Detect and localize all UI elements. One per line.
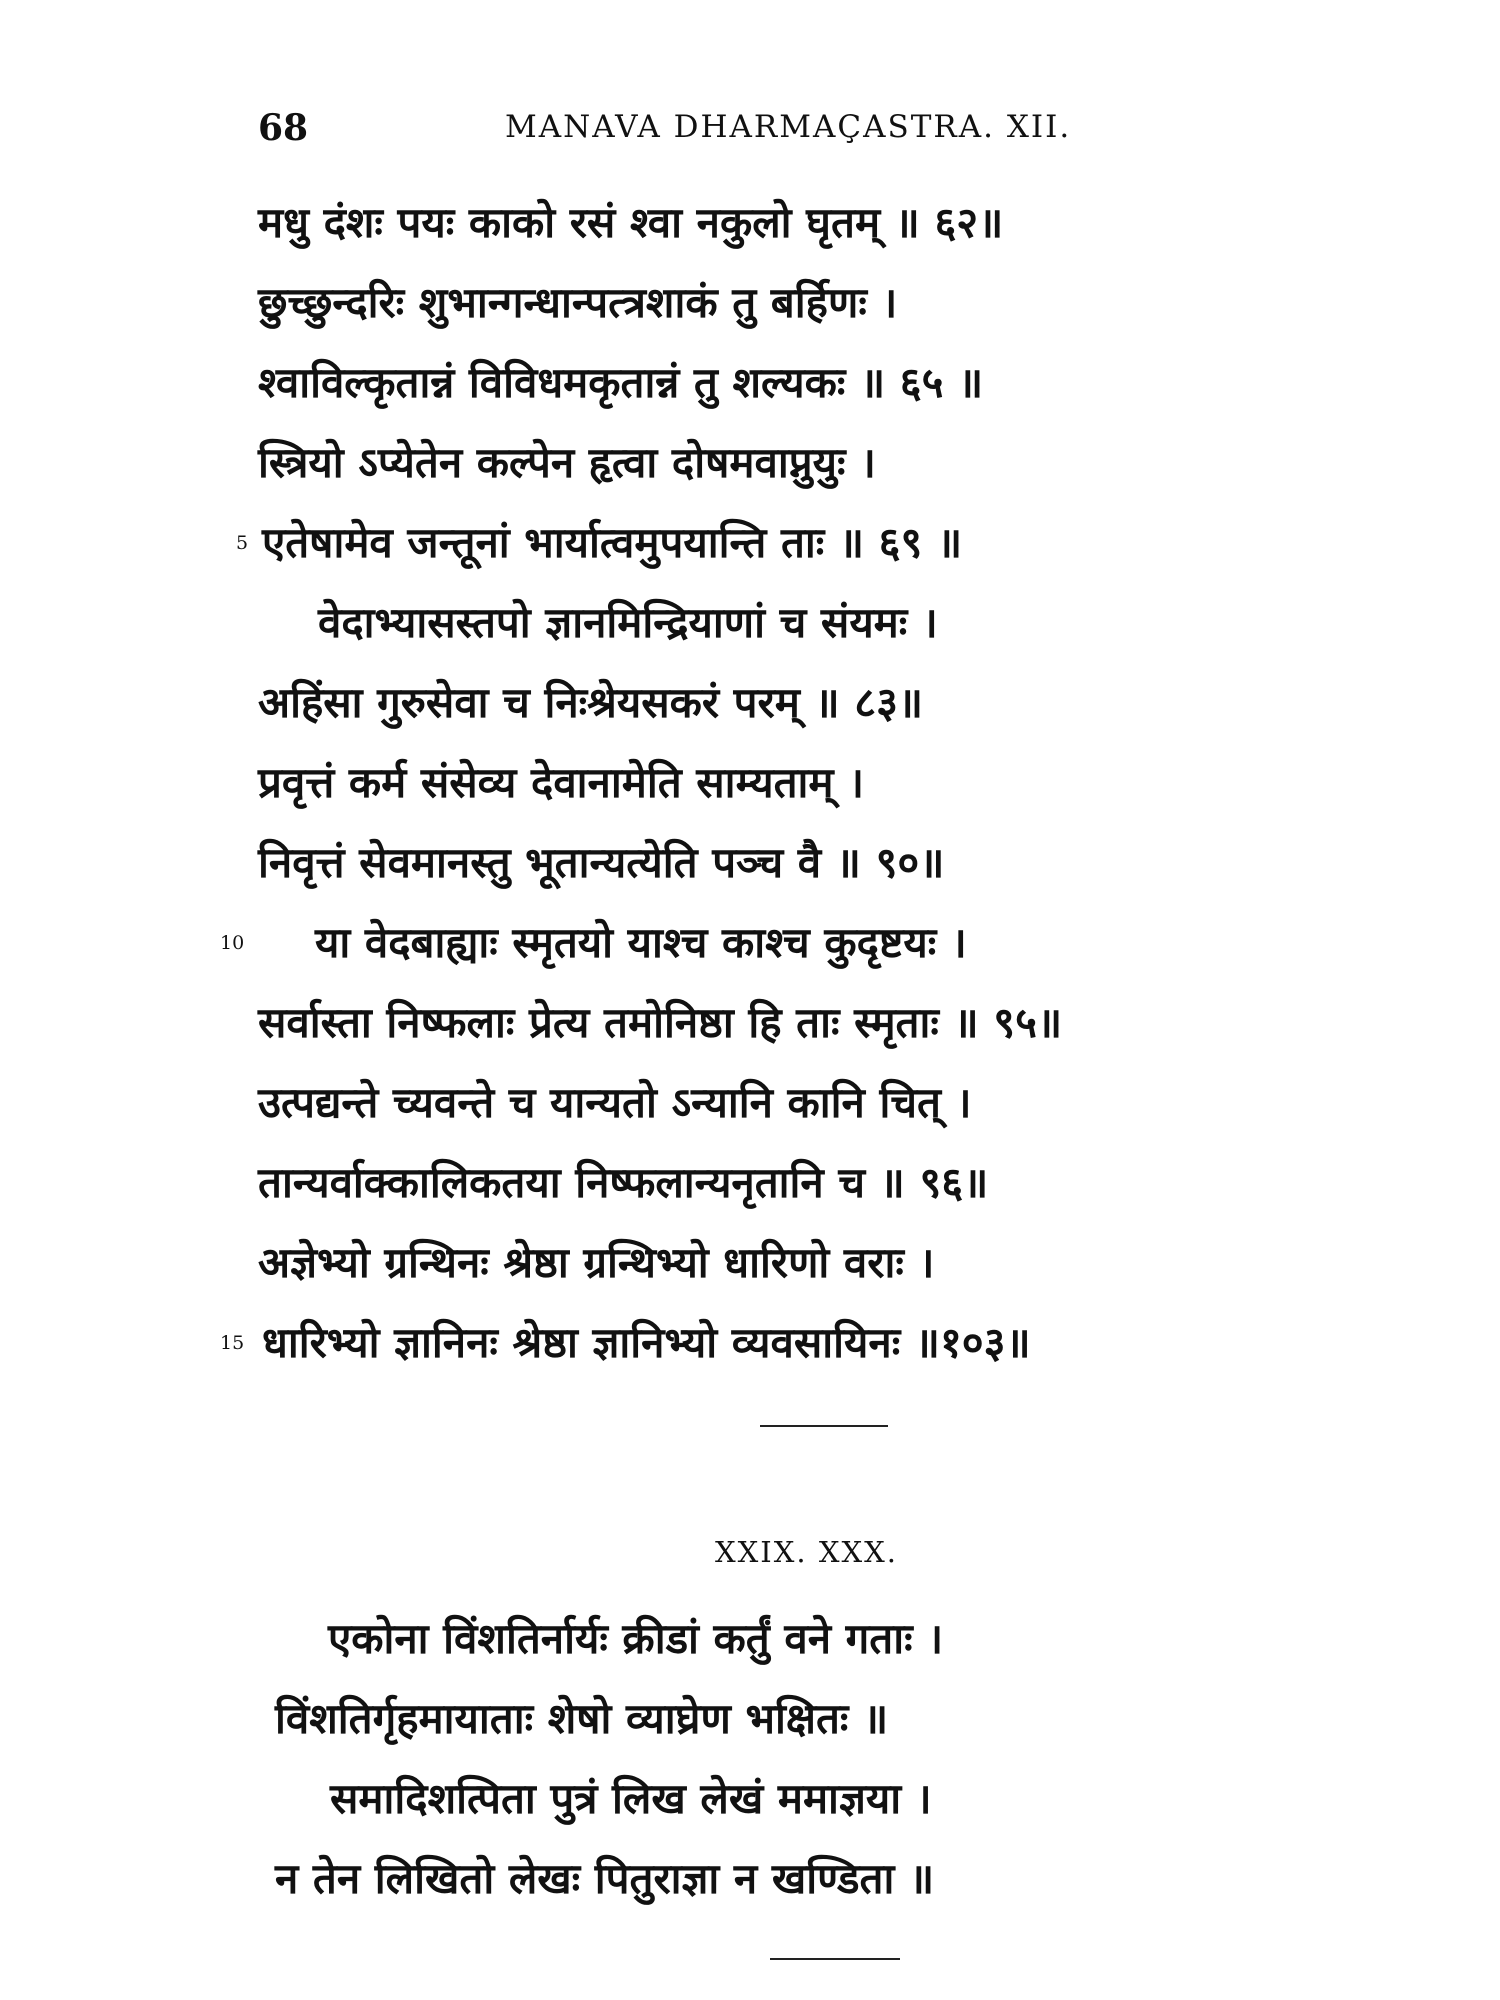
verse-line: न तेन लिखितो लेखः पितुराज्ञा न खण्डिता ॥ xyxy=(275,1854,935,1903)
verse-line: तान्यर्वाक्कालिकतया निष्फलान्यनृतानि च ॥ ९६॥ xyxy=(258,1158,989,1207)
verse-line: एकोना विंशतिर्नार्यः क्रीडां कर्तुं वने गताः । xyxy=(328,1614,944,1663)
verse-line: प्रवृत्तं कर्म संसेव्य देवानामेति साम्यताम् । xyxy=(258,758,865,807)
verse-line: विंशतिर्गृहमायाताः शेषो व्याघ्रेण भक्षितः ॥ xyxy=(275,1694,889,1743)
verse-line: अहिंसा गुरुसेवा च निःश्रेयसकरं परम् ॥ ८३॥ xyxy=(258,678,924,727)
verse-line: या वेदबाह्याः स्मृतयो याश्च काश्च कुदृष्टयः । xyxy=(315,918,967,967)
verse-line: छुच्छुन्दरिः शुभान्गन्धान्पत्त्रशाकं तु बर्हिणः । xyxy=(258,278,898,327)
verse-line: वेदाभ्यासस्तपो ज्ञानमिन्द्रियाणां च संयमः । xyxy=(318,598,938,647)
verse-line: उत्पद्यन्ते च्यवन्ते च यान्यतो ऽन्यानि कानि चित् । xyxy=(258,1078,972,1127)
section-heading: XXIX. XXX. xyxy=(715,1535,898,1569)
verse-line: अज्ञेभ्यो ग्रन्थिनः श्रेष्ठा ग्रन्थिभ्यो धारिणो वराः । xyxy=(258,1238,935,1287)
bottom-divider xyxy=(770,1958,900,1960)
page-number: 68 xyxy=(258,107,309,149)
line-number: 15 xyxy=(220,1332,245,1354)
verse-line: समादिशत्पिता पुत्रं लिख लेखं ममाज्ञया । xyxy=(330,1774,932,1823)
verse-line: निवृत्तं सेवमानस्तु भूतान्यत्येति पञ्च वै ॥ ९०॥ xyxy=(258,838,945,887)
verse-line: सर्वास्ता निष्फलाः प्रेत्य तमोनिष्ठा हि ताः स्मृताः ॥ ९५॥ xyxy=(258,998,1063,1047)
verse-line: स्त्रियो ऽप्येतेन कल्पेन हृत्वा दोषमवाप्नुयुः । xyxy=(258,438,876,487)
line-number: 10 xyxy=(220,932,245,954)
line-number: 5 xyxy=(236,532,249,554)
verse-line: एतेषामेव जन्तूनां भार्यात्वमुपयान्ति ताः ॥ ६९ ॥ xyxy=(262,518,963,567)
verse-line: मधु दंशः पयः काको रसं श्वा नकुलो घृतम् ॥ ६२॥ xyxy=(258,198,1004,247)
verse-line: धारिभ्यो ज्ञानिनः श्रेष्ठा ज्ञानिभ्यो व्यवसायिनः ॥१०३॥ xyxy=(262,1318,1031,1367)
running-head: MANAVA DHARMAÇASTRA. XII. xyxy=(505,109,1072,145)
verse-line: श्वाविल्कृतान्नं विविधमकृतान्नं तु शल्यकः ॥ ६५ ॥ xyxy=(258,358,984,407)
section-divider xyxy=(760,1425,888,1427)
